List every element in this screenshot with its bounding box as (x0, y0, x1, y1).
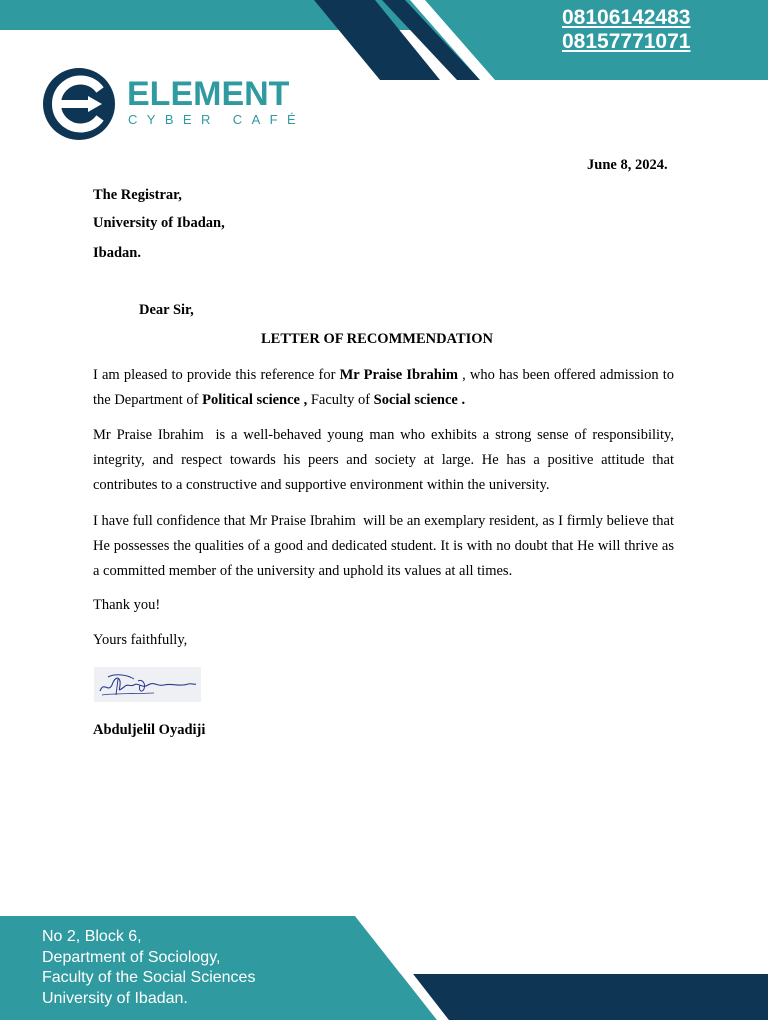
element-logo-icon (42, 68, 118, 140)
paragraph-1 (93, 363, 674, 413)
letter-date: June 8, 2024. (587, 157, 668, 173)
paragraph-2: Mr Praise Ibrahim is a well-behaved young man who exhibits a strong sense of responsibility, integrity, and respect towards his peers and society at large. He has a positive attitude that contributes to a constructive and supportive environment within the university. (93, 427, 678, 493)
signatory-name: Abduljelil Oyadiji (93, 722, 206, 738)
footer-address (42, 927, 255, 1009)
phone-number-1[interactable]: 08106142483 (562, 6, 691, 29)
header-phone-numbers (562, 6, 690, 54)
para1-text-3: Faculty of (307, 392, 374, 408)
address-line-3: Faculty of the Social Sciences (42, 969, 256, 986)
salutation: Dear Sir, (139, 302, 194, 318)
paragraph-3: I have full confidence that Mr Praise Ibrahim will be an exemplary resident, as I firmly believe that He possesses the qualities of a good and dedicated student. It is with no doubt that He will thrive as a committed member of the university and uphold its values at all times. (93, 513, 678, 579)
recipient-line-3: Ibadan. (93, 245, 141, 261)
recipient-line-1: The Registrar, (93, 187, 182, 203)
address-line-2: Department of Sociology, (42, 948, 221, 966)
signature-image (94, 667, 201, 702)
signature-icon (94, 667, 201, 702)
department-name: Political science , (202, 392, 308, 408)
brand-name: ELEMENT (127, 75, 290, 113)
recipient-line-2: University of Ibadan, (93, 215, 225, 231)
phone-number-2[interactable]: 08157771071 (562, 30, 691, 53)
brand-subtitle: CYBER CAFÉ (128, 112, 306, 127)
address-line-4: University of Ibadan. (42, 989, 188, 1007)
closing-line: Yours faithfully, (93, 632, 188, 648)
thanks-line: Thank you! (93, 597, 161, 613)
faculty-name: Social science . (373, 392, 466, 408)
letter-title: LETTER OF RECOMMENDATION (261, 331, 494, 347)
address-line-1: No 2, Block 6, (42, 928, 142, 945)
para1-text-2: , who has been offered admission to the Department of (93, 367, 675, 408)
student-name: Mr Praise Ibrahim (339, 367, 458, 383)
para1-text-1: I am pleased to provide this reference for (93, 367, 340, 383)
